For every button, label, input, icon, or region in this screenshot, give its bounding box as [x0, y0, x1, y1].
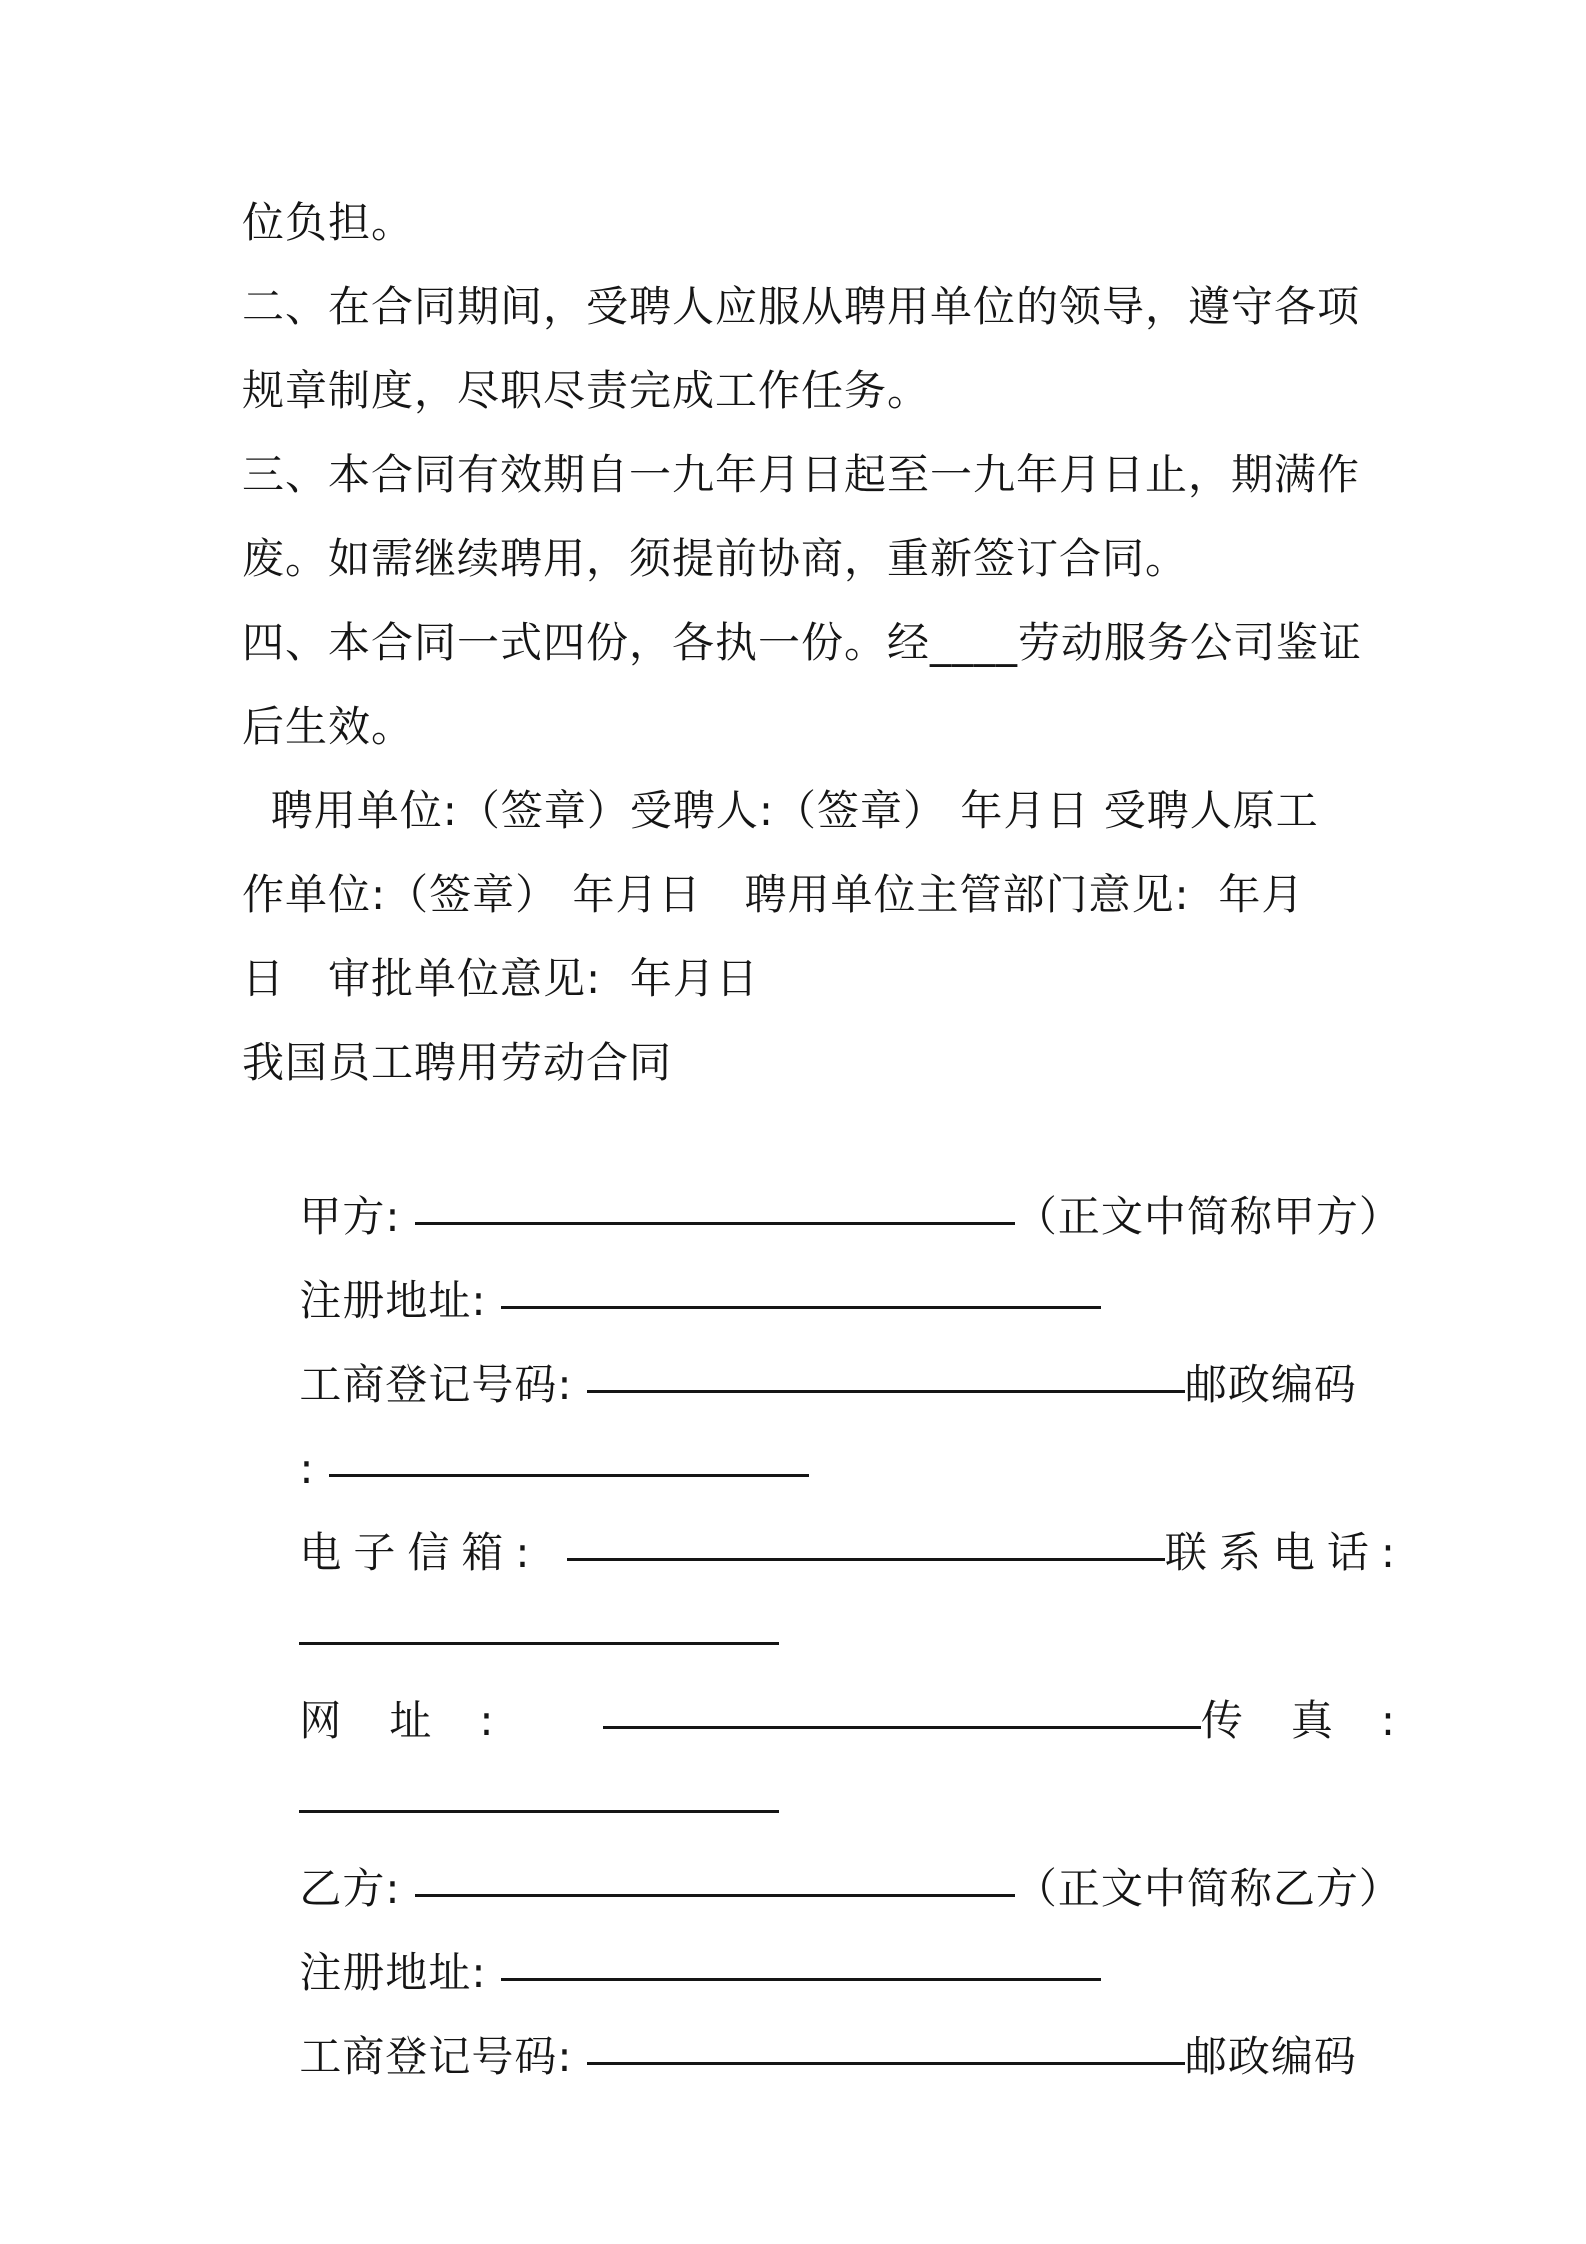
party-b-note: （正文中简称乙方） [1014, 1864, 1402, 1913]
text-line: 二、在合同期间，受聘人应服从聘用单位的领导，遵守各项 [242, 282, 1361, 331]
party-a-label: 甲方: [299, 1192, 415, 1241]
colon-text: : [299, 1444, 329, 1493]
party-a-phone-row [242, 1532, 779, 1602]
party-b-address-row [242, 1868, 1101, 1997]
party-b-row [242, 1784, 1402, 1913]
website-label: 网址: [299, 1696, 603, 1745]
party-a-row [242, 1112, 1402, 1241]
registration-label: 工商登记号码: [299, 2032, 587, 2081]
text-line: 废。如需继续聘用，须提前协商，重新签订合同。 [242, 534, 1189, 583]
text-line: 四、本合同一式四份，各执一份。经____劳动服务公司鉴证 [242, 618, 1363, 667]
party-a-email-row [242, 1448, 1408, 1577]
postal-code-label: 邮政编码 [1184, 1360, 1357, 1409]
text-line: 后生效。 [242, 702, 415, 751]
text-line: 位负担。 [242, 198, 415, 247]
address-label: 注册地址: [299, 1948, 501, 1997]
party-b-label: 乙方: [299, 1864, 415, 1913]
phone-label: 联系电话: [1164, 1528, 1408, 1577]
address-label: 注册地址: [299, 1276, 501, 1325]
contract-title: 我国员工聘用劳动合同 [242, 1038, 673, 1087]
party-a-note: （正文中简称甲方） [1014, 1192, 1402, 1241]
party-a-address-row [242, 1196, 1101, 1325]
signature-line: 日 审批单位意见: 年月日 [242, 954, 759, 1003]
text-line: 三、本合同有效期自一九年月日起至一九年月日止，期满作 [242, 450, 1361, 499]
text-line: 规章制度，尽职尽责完成工作任务。 [242, 366, 931, 415]
registration-label: 工商登记号码: [299, 1360, 587, 1409]
party-b-registration-row [242, 1952, 1357, 2081]
fax-label: 传真: [1200, 1696, 1444, 1745]
email-label: 电子信箱: [299, 1528, 567, 1577]
party-a-registration-row [242, 1280, 1357, 1409]
signature-line: 作单位:（签章） 年月日 聘用单位主管部门意见: 年月 [242, 870, 1305, 919]
postal-code-label: 邮政编码 [1184, 2032, 1357, 2081]
party-a-website-row [242, 1616, 1444, 1745]
party-b-registration-field[interactable] [587, 2032, 1185, 2065]
signature-line: 聘用单位:（签章）受聘人:（签章） 年月日 受聘人原工 [242, 786, 1319, 835]
party-a-postal-row [242, 1364, 809, 1493]
party-a-fax-row [242, 1700, 779, 1770]
